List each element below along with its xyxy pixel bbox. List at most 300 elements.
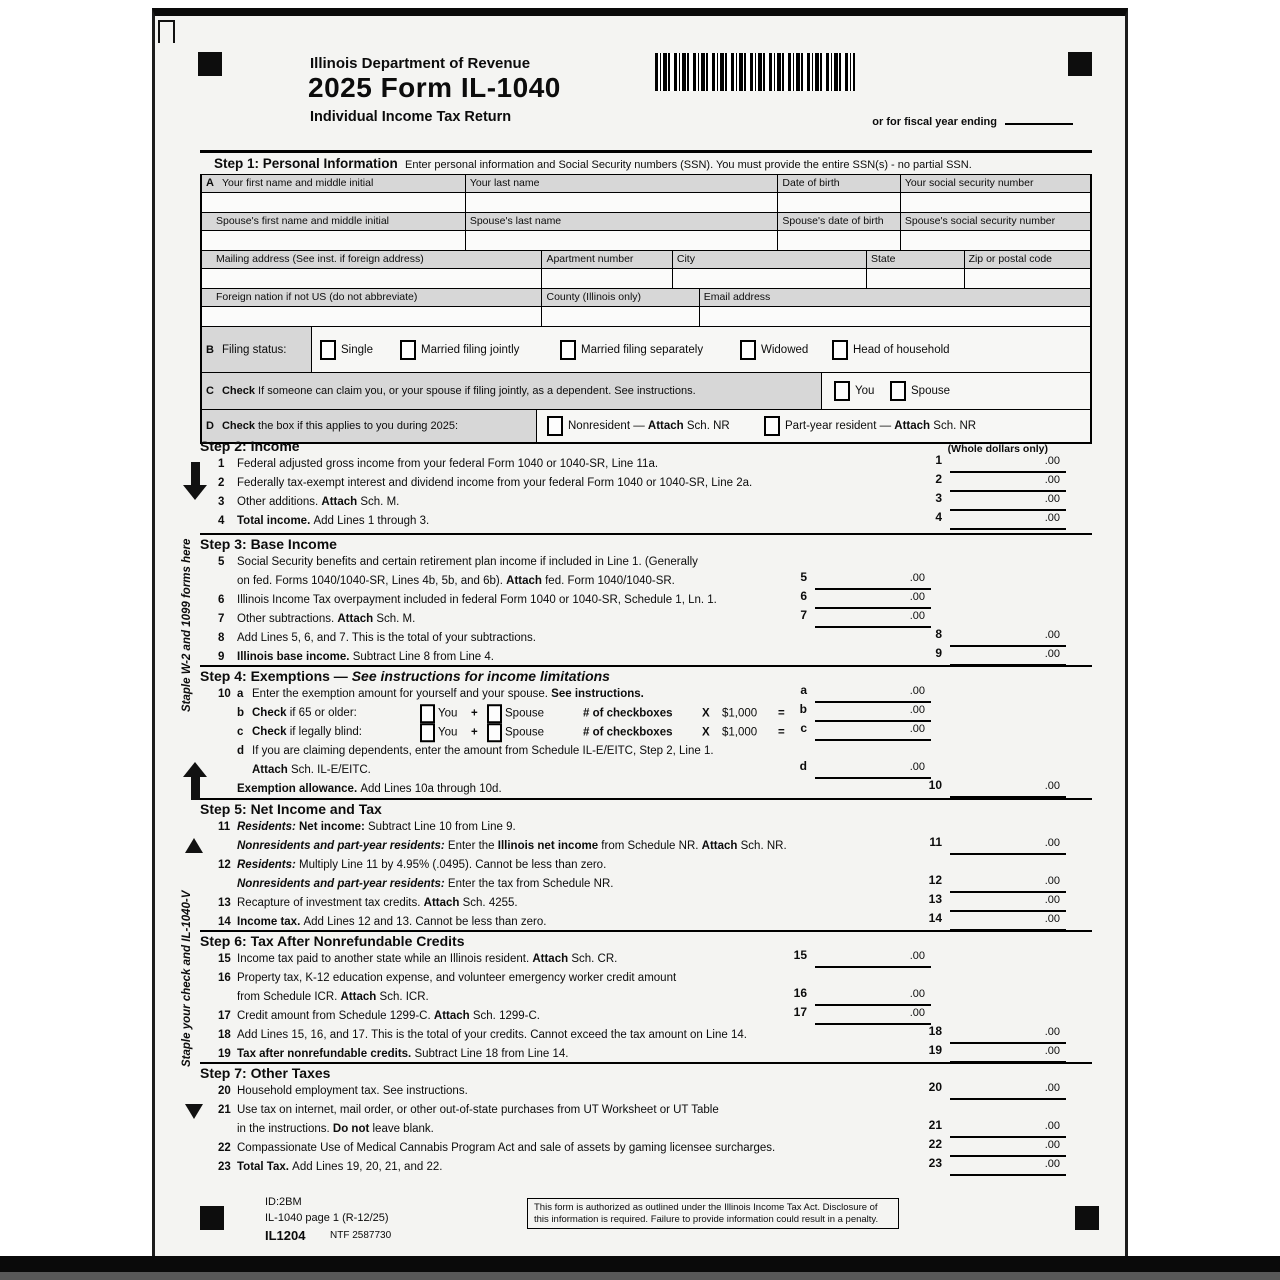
plus-sign: + [471,726,478,738]
line-text [252,745,714,757]
exemption-you-label: You [438,726,458,738]
line-text [237,632,536,644]
cents-suffix: .00 [909,610,925,622]
line-text [237,897,518,909]
text-run: Social Security benefits and certain retirement plan income if included in Line 1. (Generally [237,556,698,568]
text-run: Use tax on internet, mail order, or other out-of-state purchases from UT Worksheet or UT Table [237,1104,719,1116]
step-3-title [200,535,1092,553]
amount-field-number: 3 [935,491,942,505]
text-run: Federal adjusted gross income from your federal Form 1040 or 1040-SR, Line 11a. [237,458,659,470]
amount-input-c[interactable] [815,720,931,741]
equals-sign: = [778,707,785,719]
form-content [200,16,1092,1266]
text-run: Add Lines 19, 20, 21, and 22. [292,1161,443,1173]
text-run: Federally tax-exempt interest and dividend income from your federal Form 1040 or 1040-SR, Line 2a. [237,477,753,489]
step1-header [200,153,1092,174]
text-run: Add Lines 5, 6, and 7. This is the total of your subtractions. [237,632,536,644]
exemption-spouse-label: Spouse [505,707,545,719]
footer-form-code: IL1204 [265,1228,306,1243]
county-input[interactable] [542,307,699,327]
text-run: Illinois base income. [237,651,353,663]
text-run: Compassionate Use of Medical Cannabis Program Act and sale of assets by gaming licensee surcharges. [237,1142,776,1154]
foreign-nation-input[interactable] [202,307,542,327]
checkbox-count-label: # of checkboxes [583,707,673,719]
cents-suffix: .00 [909,761,925,773]
line-text [237,594,717,606]
dependent-claim-row [202,373,1090,410]
checkbox-widowed[interactable] [740,340,756,360]
line-text [237,556,698,568]
amount-field-number: d [799,759,807,773]
amount-field-23 [929,1154,1066,1176]
checkbox-c-you[interactable] [420,723,435,742]
text-run: Attach [894,420,931,433]
form-line-6 [200,591,1092,610]
step1-table [200,174,1092,444]
amount-input-23[interactable] [950,1155,1066,1176]
last-name-input[interactable] [466,193,779,213]
text-run: Subtract Line 18 from Line 14. [414,1048,569,1060]
spouse-first-name-input[interactable] [202,231,466,251]
cents-suffix: .00 [1044,1158,1060,1170]
ssn-input[interactable] [901,193,1090,213]
scan-shadow [0,1272,1280,1280]
spouse-dob-label: Spouse's date of birth [778,213,900,231]
footer-page-info: IL-1040 page 1 (R-12/25) [265,1212,389,1224]
table-row [202,307,1090,327]
text-run: Total income. [237,515,314,527]
residency-option [764,416,976,436]
zip-label: Zip or postal code [965,251,1090,269]
spouse-dob-input[interactable] [778,231,900,251]
text-run: Sch. M. [373,613,416,625]
text-run: Do not [332,1123,370,1135]
city-label: City [673,251,867,269]
county-label: County (Illinois only) [542,289,699,307]
line-text [237,1104,719,1116]
line-text [252,764,371,776]
form-page [152,8,1128,1258]
residency-option-label [568,420,730,432]
text-run: Attach [252,764,288,776]
line-number: 5 [218,556,225,568]
text-run: if 65 or older: [286,707,357,719]
line-subletter: b [237,707,245,719]
cents-suffix: .00 [1044,629,1060,641]
amount-input-10[interactable] [950,777,1066,798]
table-row [202,231,1090,251]
checkbox-head-of-household[interactable] [832,340,848,360]
amount-input-d[interactable] [815,758,931,779]
amount-field-14 [929,909,1066,931]
email-input[interactable] [700,307,1090,327]
dob-label: Date of birth [778,175,900,193]
amount-field-number: 1 [935,453,942,467]
form-line-16 [200,969,1092,988]
text-run: Attach [321,496,358,508]
foreign-nation-label: Foreign nation if not US (do not abbreviate) [202,289,542,307]
amount-field-number: 8 [935,627,942,641]
step-7-section [200,1062,1092,1180]
line-text [237,613,415,625]
cents-suffix: .00 [909,704,925,716]
line-number: 1 [218,458,225,470]
text-run: Part-year resident — [785,420,895,433]
filing-status-row [202,327,1090,373]
text-run: Nonresidents and part-year residents: [237,840,448,852]
amount-input-17[interactable] [815,1004,931,1025]
state-input[interactable] [867,269,965,289]
line-text [237,1085,468,1097]
form-line-23 [200,1158,1092,1177]
amount-field-9 [935,644,1066,666]
line-number: 7 [218,613,225,625]
amount-field-number: 18 [928,1024,942,1038]
first-name-label: A Your first name and middle initial [202,175,466,193]
text-run: the box if this applies to you during 2025: [254,420,459,432]
amount-field-number: 6 [800,589,807,603]
exemption-amount-label: $1,000 [722,707,758,719]
form-subtitle: Individual Income Tax Return [310,109,512,125]
cents-suffix: .00 [909,723,925,735]
step-6-section [200,930,1092,1062]
step-2-section [200,437,1092,533]
text-run: Subtract Line 10 from Line 9. [368,821,516,833]
spouse-ssn-label: Spouse's social security number [901,213,1090,231]
line-text [237,477,752,489]
cents-suffix: .00 [1044,780,1060,792]
filing-option [320,340,373,360]
text-run: Attach [433,1010,470,1022]
text-run: Check [252,707,287,719]
text-run: leave blank. [369,1123,434,1135]
dob-input[interactable] [778,193,900,213]
checkbox-single[interactable] [320,340,336,360]
claim-option-label: You [855,385,875,398]
cents-suffix: .00 [1044,894,1060,906]
amount-field-number: 10 [928,778,942,792]
text-run: Sch. NR [930,420,977,433]
text-run: Enter the [447,840,498,852]
text-run: Exemption allowance. [237,783,361,795]
amount-input-11[interactable] [950,834,1066,855]
text-run: Income tax paid to another state while an Illinois resident. [237,953,533,965]
staple-w2-note: Staple W-2 and 1099 forms here [181,538,193,712]
line-text [237,1029,747,1041]
line-number-spacer [218,723,237,742]
filing-option-label: Head of household [853,343,950,356]
text-run: Sch. NR [683,420,730,433]
text-run: Nonresidents and part-year residents: [237,878,448,890]
text-run: Attach [423,897,460,909]
line-text [237,515,429,527]
line-number: 17 [218,1010,231,1022]
form-linec [200,723,1092,742]
text-run: Property tax, K-12 education expense, and volunteer emergency worker credit amount [237,972,677,984]
line-number: 19 [218,1048,231,1060]
claim-option [890,381,950,401]
amount-field-number: 9 [935,646,942,660]
page-bottom-edge [0,1256,1280,1272]
line-text [237,821,516,833]
text-run: If you are claiming dependents, enter the amount from Schedule IL-E/EITC, Step 2, Line 1. [252,745,714,757]
cents-suffix: .00 [909,591,925,603]
spouse-last-name-input[interactable] [466,231,779,251]
barcode [655,53,855,91]
line-text [237,916,546,928]
amount-field-number: 2 [935,472,942,486]
line-text [237,458,658,470]
amount-field-number: 7 [800,608,807,622]
filing-option [740,340,808,360]
table-row [202,193,1090,213]
cents-suffix: .00 [1044,1120,1060,1132]
line-subletter: a [237,688,244,700]
amount-input-7[interactable] [815,607,931,628]
line-text [237,840,787,852]
amount-input-4[interactable] [950,509,1066,530]
amount-input-20[interactable] [950,1079,1066,1100]
amount-field-20 [929,1078,1066,1100]
claim-option [834,381,874,401]
fiscal-year-label: or for fiscal year ending [872,116,997,128]
amount-input-15[interactable] [815,947,931,968]
dependent-claim-boxes [822,373,1090,410]
cents-suffix: .00 [1044,1139,1060,1151]
checkbox-residency-0[interactable] [547,416,563,436]
line-text [252,688,644,700]
amount-field-number: 14 [928,911,942,925]
text-run: Multiply Line 11 by 4.95% (.0495). Cannot be less than zero. [299,859,607,871]
line-text [237,1048,569,1060]
step1-title: Step 1: Personal Information [214,156,398,171]
cents-suffix: .00 [1044,875,1060,887]
line-number: 9 [218,651,225,663]
line-text [252,707,357,719]
line-number: 13 [218,897,231,909]
cents-suffix: .00 [1044,1026,1060,1038]
amount-input-19[interactable] [950,1042,1066,1063]
text-run: Enter the tax from Schedule NR. [447,878,614,890]
text-run: Step 6: Tax After Nonrefundable Credits [200,933,465,949]
cents-suffix: .00 [909,572,925,584]
text-run: from Schedule ICR. [237,991,341,1003]
mailing-address-input[interactable] [202,269,542,289]
filing-options [312,327,1090,373]
amount-field-11 [929,833,1066,855]
line-number-spacer [218,704,237,723]
equals-sign: = [778,726,785,738]
line-subletter: c [237,726,244,738]
spouse-first-name-label: Spouse's first name and middle initial [202,213,466,231]
amount-field-number: 22 [928,1137,942,1151]
text-run: See instructions. [551,688,644,700]
amount-field-number: 21 [928,1118,942,1132]
text-run: Illinois net income [497,840,599,852]
widget-cb [420,723,435,743]
checkbox-married-filing-separately[interactable] [560,340,576,360]
form-line-15 [200,950,1092,969]
zip-input[interactable] [965,269,1090,289]
amount-input-9[interactable] [950,645,1066,666]
filing-option-label: Single [341,343,373,356]
line-number: 14 [218,916,231,928]
line-number: 6 [218,594,225,606]
text-run: on fed. Forms 1040/1040-SR, Lines 4b, 5b, and 6b). [237,575,507,587]
step-4-section [200,665,1092,798]
text-run: Check [221,420,255,432]
text-run: Credit amount from Schedule 1299-C. [237,1010,434,1022]
widget-cb [420,704,435,724]
line-number: 18 [218,1029,231,1041]
checkbox-residency-1[interactable] [764,416,780,436]
step1-subtitle: Enter personal information and Social Security numbers (SSN). You must provide the entire SSN(s) - no partial SSN. [404,159,972,171]
line-text [237,651,494,663]
checkbox-b-spouse[interactable] [487,704,502,723]
text-run: Attach [532,953,569,965]
cents-suffix: .00 [909,685,925,697]
step-5-title [200,800,1092,818]
line-number: 3 [218,496,225,508]
exemption-spouse-label: Spouse [505,726,545,738]
cents-suffix: .00 [1044,455,1060,467]
table-row [202,289,1090,307]
line-text [237,972,676,984]
line-number: 11 [218,821,231,833]
footer-ntf: NTF 2587730 [330,1230,392,1241]
text-run: Residents: [237,821,299,833]
steps [200,437,1092,1180]
amount-field-number: 11 [929,835,942,849]
email-label: Email address [700,289,1090,307]
amount-input-14[interactable] [950,910,1066,931]
amount-field-number: a [800,683,807,697]
cents-suffix: .00 [909,950,925,962]
filing-option [560,340,703,360]
line-number: 15 [218,953,231,965]
multiply-sign: X [702,726,710,738]
exemption-amount-label: $1,000 [722,726,758,738]
city-input[interactable] [673,269,867,289]
state-label: State [867,251,965,269]
text-run: Illinois Income Tax overpayment included in federal Form 1040 or 1040-SR, Schedule 1, Ln. 1. [237,594,717,606]
text-run: Step 5: Net Income and Tax [200,801,382,817]
amount-field-number: 5 [800,570,807,584]
line-number: 22 [218,1142,231,1154]
amount-field-number: 23 [928,1156,942,1170]
text-run: Subtract Line 8 from Line 4. [352,651,494,663]
filing-option-label: Widowed [761,343,809,356]
text-run: Sch. IL-E/EITC. [287,764,371,776]
line-number-spacer [218,742,237,761]
text-run: Add Lines 10a through 10d. [360,783,502,795]
text-run: Nonresident — [568,420,648,433]
text-run: Attach [506,575,542,587]
form-line [200,572,1092,591]
form-lineb [200,704,1092,723]
residency-option-label [785,420,976,432]
line-number: 12 [218,859,231,871]
text-run: Sch. 1299-C. [469,1010,540,1022]
text-run: from Schedule NR. [598,840,702,852]
residency-option [547,416,730,436]
ssn-label: Your social security number [901,175,1090,193]
amount-field-10 [929,776,1066,798]
dependent-claim-label: C Check If someone can claim you, or your spouse if filing jointly, as a dependent. See instructions. [202,373,822,410]
text-run: fed. Form 1040/1040-SR. [541,575,675,587]
checkbox-b-you[interactable] [420,704,435,723]
form-line [200,837,1092,856]
amount-field-number: c [800,721,807,735]
widget-cb [487,723,502,743]
cents-suffix: .00 [1044,474,1060,486]
residency-label: D Check the box if this applies to you during 2025: [202,410,537,442]
text-run: Attach [701,840,738,852]
spouse-last-name-label: Spouse's last name [466,213,779,231]
first-name-input[interactable] [202,193,466,213]
checkbox-claim-spouse[interactable] [890,381,906,401]
mailing-address-label: Mailing address (See inst. if foreign address) [202,251,542,269]
amount-field-19 [929,1041,1066,1063]
text-run: Add Lines 1 through 3. [313,515,430,527]
text-run: Add Lines 12 and 13. Cannot be less than zero. [303,916,547,928]
form-title: 2025 Form IL-1040 [308,72,561,103]
apartment-input[interactable] [542,269,672,289]
checkbox-count-label: # of checkboxes [583,726,673,738]
text-run: Step 7: Other Taxes [200,1065,331,1081]
cents-suffix: .00 [1044,512,1060,524]
text-run: Sch. 4255. [459,897,518,909]
text-run: in the instructions. [237,1123,333,1135]
cents-suffix: .00 [1044,837,1060,849]
line-text [237,1010,540,1022]
text-run: Recapture of investment tax credits. [237,897,424,909]
step1-section [200,150,1092,444]
line-text [237,953,617,965]
table-row [202,251,1090,269]
text-run: Attach [340,991,377,1003]
form-line-10a [200,685,1092,704]
plus-sign: + [471,707,478,719]
line-text [237,783,502,795]
amount-field-15 [794,946,931,968]
text-run: Enter the exemption amount for yourself and your spouse. [252,688,552,700]
text-run: Other additions. [237,496,322,508]
table-row [202,269,1090,289]
form-line-20 [200,1082,1092,1101]
line-number: 2 [218,477,225,489]
fiscal-year-input[interactable] [1005,123,1073,125]
cents-suffix: .00 [909,988,925,1000]
amount-field-number: 12 [928,873,942,887]
checkbox-claim-you[interactable] [834,381,850,401]
checkbox-married-filing-jointly[interactable] [400,340,416,360]
amount-field-number: 15 [793,948,807,962]
amount-field-d [800,757,931,779]
form-line-5 [200,553,1092,572]
spouse-ssn-input[interactable] [901,231,1090,251]
text-run: Sch. ICR. [376,991,429,1003]
cents-suffix: .00 [1044,648,1060,660]
cents-suffix: .00 [1044,493,1060,505]
line-number: 4 [218,515,225,527]
text-run: Residents: [237,859,299,871]
text-run: See instructions for income limitations [351,668,610,684]
filing-status-label: B Filing status: [202,327,312,373]
last-name-label: Your last name [466,175,779,193]
line-text [237,1142,775,1154]
checkbox-c-spouse[interactable] [487,723,502,742]
